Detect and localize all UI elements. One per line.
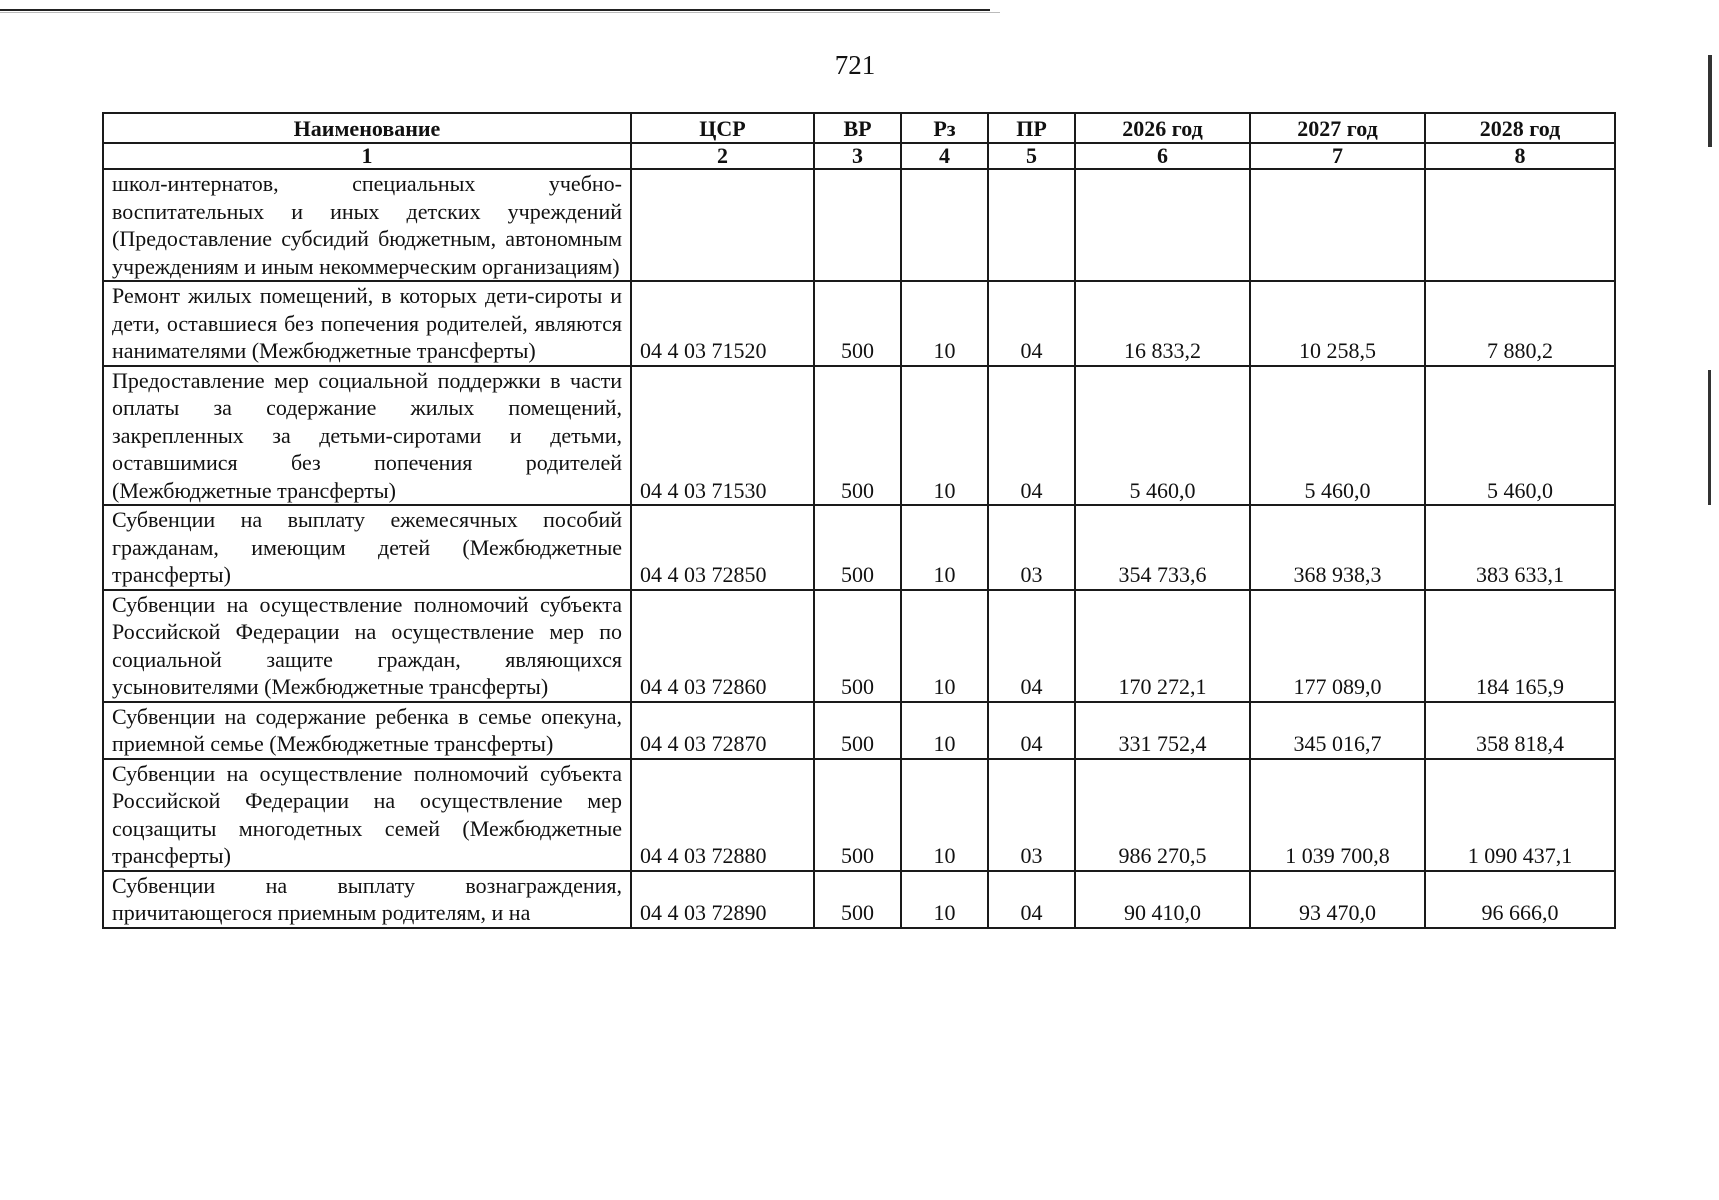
row-amount-2028: 184 165,9	[1425, 590, 1615, 702]
row-csr: 04 4 03 71530	[631, 366, 814, 506]
row-amount-2027: 93 470,0	[1250, 871, 1425, 928]
row-amount-2026: 90 410,0	[1075, 871, 1250, 928]
budget-table	[102, 112, 1616, 929]
header-row	[103, 113, 1615, 143]
row-rz	[901, 169, 988, 281]
col-header-pr: ПР	[988, 113, 1075, 143]
row-vr: 500	[814, 281, 901, 366]
row-name: Субвенции на осуществление полномочий субъекта Российской Федерации на осуществление мер соцзащиты многодетных семей (Межбюджетные трансферты)	[103, 759, 631, 871]
row-amount-2026: 16 833,2	[1075, 281, 1250, 366]
row-csr: 04 4 03 72890	[631, 871, 814, 928]
col-header-name: Наименование	[103, 113, 631, 143]
table-row	[103, 871, 1615, 928]
row-name: Субвенции на осуществление полномочий субъекта Российской Федерации на осуществление мер по социальной защите граждан, являющихся усыновителями (Межбюджетные трансферты)	[103, 590, 631, 702]
row-csr: 04 4 03 71520	[631, 281, 814, 366]
row-csr: 04 4 03 72880	[631, 759, 814, 871]
row-rz: 10	[901, 281, 988, 366]
table-row	[103, 281, 1615, 366]
row-name: Субвенции на содержание ребенка в семье опекуна, приемной семье (Межбюджетные трансферты)	[103, 702, 631, 759]
row-name: Субвенции на выплату ежемесячных пособий гражданам, имеющим детей (Межбюджетные трансферты)	[103, 505, 631, 590]
col-header-csr: ЦСР	[631, 113, 814, 143]
row-vr	[814, 169, 901, 281]
row-pr: 04	[988, 702, 1075, 759]
row-rz: 10	[901, 590, 988, 702]
table-row	[103, 590, 1615, 702]
row-csr	[631, 169, 814, 281]
col-header-2026: 2026 год	[1075, 113, 1250, 143]
row-vr: 500	[814, 505, 901, 590]
row-pr: 03	[988, 505, 1075, 590]
page-number: 721	[834, 50, 876, 80]
row-amount-2028	[1425, 169, 1615, 281]
column-number-row	[103, 143, 1615, 169]
col-number-6: 6	[1075, 143, 1250, 169]
row-rz: 10	[901, 505, 988, 590]
row-pr: 04	[988, 871, 1075, 928]
row-amount-2026: 170 272,1	[1075, 590, 1250, 702]
row-vr: 500	[814, 702, 901, 759]
row-amount-2027: 10 258,5	[1250, 281, 1425, 366]
row-name: Субвенции на выплату вознаграждения, причитающегося приемным родителям, и на	[103, 871, 631, 928]
row-amount-2026: 354 733,6	[1075, 505, 1250, 590]
row-vr: 500	[814, 590, 901, 702]
row-amount-2028: 383 633,1	[1425, 505, 1615, 590]
row-vr: 500	[814, 366, 901, 506]
row-amount-2026: 331 752,4	[1075, 702, 1250, 759]
col-number-3: 3	[814, 143, 901, 169]
row-amount-2026: 986 270,5	[1075, 759, 1250, 871]
row-amount-2028: 1 090 437,1	[1425, 759, 1615, 871]
row-name: Ремонт жилых помещений, в которых дети-сироты и дети, оставшиеся без попечения родителей, являются нанимателями (Межбюджетные трансферты)	[103, 281, 631, 366]
row-pr: 03	[988, 759, 1075, 871]
row-amount-2026: 5 460,0	[1075, 366, 1250, 506]
row-amount-2027: 5 460,0	[1250, 366, 1425, 506]
row-amount-2027: 345 016,7	[1250, 702, 1425, 759]
row-vr: 500	[814, 759, 901, 871]
col-number-1: 1	[103, 143, 631, 169]
row-csr: 04 4 03 72870	[631, 702, 814, 759]
row-amount-2026	[1075, 169, 1250, 281]
scan-edge-mark-lower	[1708, 370, 1711, 505]
table-row	[103, 366, 1615, 506]
row-csr: 04 4 03 72850	[631, 505, 814, 590]
table-row	[103, 702, 1615, 759]
row-pr	[988, 169, 1075, 281]
table-row	[103, 759, 1615, 871]
col-number-8: 8	[1425, 143, 1615, 169]
row-name: Предоставление мер социальной поддержки в части оплаты за содержание жилых помещений, закрепленных за детьми-сиротами и детьми, оставшимися без попечения родителей (Межбюджетные трансферты)	[103, 366, 631, 506]
row-amount-2028: 5 460,0	[1425, 366, 1615, 506]
row-amount-2027: 368 938,3	[1250, 505, 1425, 590]
row-amount-2027: 177 089,0	[1250, 590, 1425, 702]
row-amount-2028: 96 666,0	[1425, 871, 1615, 928]
row-csr: 04 4 03 72860	[631, 590, 814, 702]
row-amount-2027	[1250, 169, 1425, 281]
col-number-7: 7	[1250, 143, 1425, 169]
table-row	[103, 505, 1615, 590]
row-amount-2028: 358 818,4	[1425, 702, 1615, 759]
col-number-5: 5	[988, 143, 1075, 169]
col-header-rz: Рз	[901, 113, 988, 143]
scan-top-line	[0, 9, 990, 11]
col-number-2: 2	[631, 143, 814, 169]
col-header-2027: 2027 год	[1250, 113, 1425, 143]
row-pr: 04	[988, 281, 1075, 366]
col-number-4: 4	[901, 143, 988, 169]
row-rz: 10	[901, 366, 988, 506]
row-pr: 04	[988, 590, 1075, 702]
row-amount-2027: 1 039 700,8	[1250, 759, 1425, 871]
row-amount-2028: 7 880,2	[1425, 281, 1615, 366]
row-vr: 500	[814, 871, 901, 928]
row-name: школ-интернатов, специальных учебно-воспитательных и иных детских учреждений (Предоставление субсидий бюджетным, автономным учреждениям и иным некоммерческим организациям)	[103, 169, 631, 281]
scan-edge-mark	[1708, 55, 1712, 147]
row-pr: 04	[988, 366, 1075, 506]
scan-top-line-faint	[0, 12, 1000, 13]
table-row	[103, 169, 1615, 281]
col-header-vr: ВР	[814, 113, 901, 143]
col-header-2028: 2028 год	[1425, 113, 1615, 143]
row-rz: 10	[901, 702, 988, 759]
row-rz: 10	[901, 871, 988, 928]
row-rz: 10	[901, 759, 988, 871]
